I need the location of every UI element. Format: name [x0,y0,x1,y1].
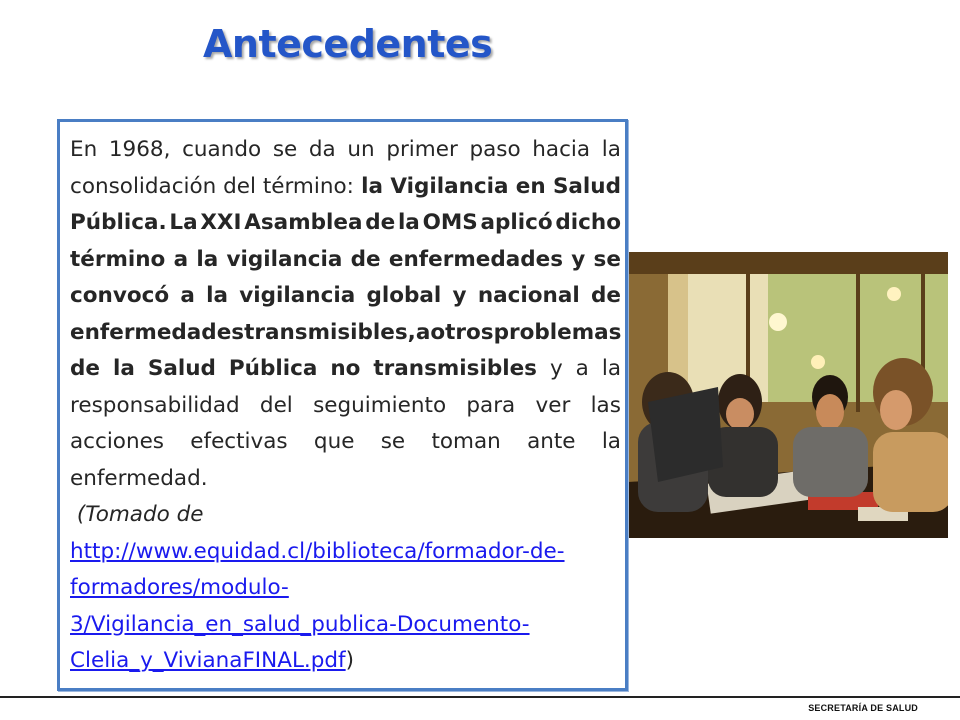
body-line-4: término a la vigilancia de enfermedades y se [70,246,621,272]
meeting-photo [628,252,948,538]
meeting-photo-illustration [628,252,948,538]
footer-label: SECRETARÍA DE SALUD [808,703,918,713]
source-link[interactable]: Clelia_y_VivianaFINAL.pdf [70,648,346,673]
source-link[interactable]: http://www.equidad.cl/biblioteca/formador-de- [70,538,565,564]
source-link-line-2[interactable] [70,570,621,607]
body-line-7: de la Salud Pública no transmisibles y a la [70,356,621,381]
slide-title: Antecedentes [203,22,493,66]
body-line-9: acciones efectivas que se toman ante la [70,429,621,454]
body-line-6: enfermedades transmisibles, a otros problemas [70,319,622,345]
text-box [57,119,628,691]
body-text [70,132,621,680]
source-link-line-4[interactable] [70,643,621,680]
footer-rule [0,696,960,698]
body-line-3: Pública. La XXI Asamblea de la OMS aplicó dicho [70,210,621,235]
close-paren: ) [345,648,355,673]
body-line-10: enfermedad. [70,465,208,491]
source-link[interactable]: 3/Vigilancia_en_salud_publica-Documento- [70,611,530,637]
body-line-1: En 1968, cuando se da un primer paso hacia la [70,137,621,162]
source-intro: (Tomado de [70,502,204,527]
body-line-2: consolidación del término: la Vigilancia en Salud [70,173,621,199]
body-line-8: responsabilidad del seguimiento para ver las [70,392,621,418]
source-link-line-1[interactable] [70,534,621,571]
body-line-5: convocó a la vigilancia global y nacional de [70,283,621,308]
source-link[interactable]: formadores/modulo- [70,575,289,600]
source-link-line-3[interactable] [70,607,621,644]
